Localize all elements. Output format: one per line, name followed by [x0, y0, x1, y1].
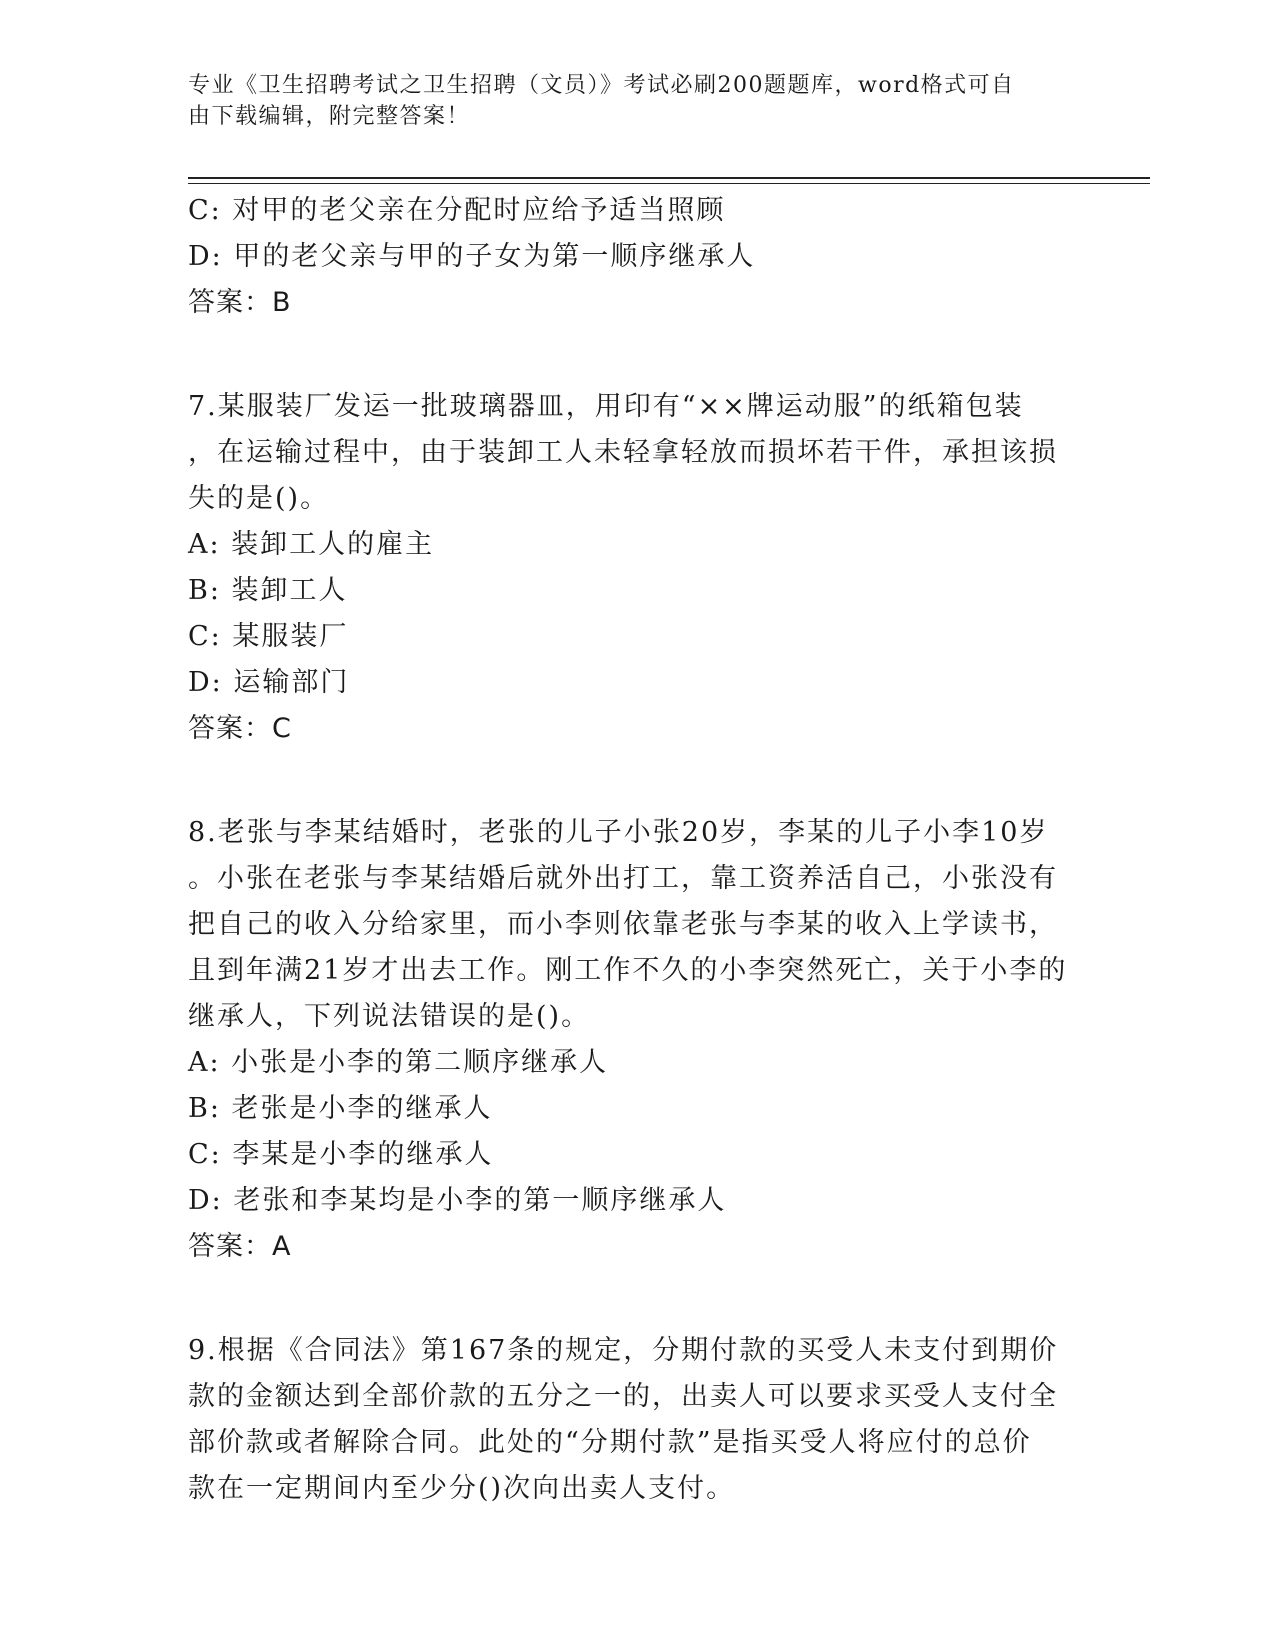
- header-divider-thin: [188, 183, 1150, 184]
- question-stem-line: ，在运输过程中，由于装卸工人未轻拿轻放而损坏若干件，承担该损: [188, 437, 1058, 468]
- spacer: [188, 752, 1088, 810]
- prev-question: [188, 188, 1088, 326]
- document-header: [188, 70, 1068, 132]
- option-c: C: 对甲的老父亲在分配时应给予适当照顾: [188, 195, 726, 226]
- question-stem-line: 部价款或者解除合同。此处的“分期付款”是指买受人将应付的总价: [188, 1427, 1032, 1458]
- question-7: [188, 384, 1088, 752]
- option-c: C: 某服装厂: [188, 621, 349, 652]
- answer-line: 答案：B: [188, 287, 292, 318]
- option-d: D: 甲的老父亲与甲的子女为第一顺序继承人: [188, 241, 756, 272]
- header-line-2: 由下载编辑，附完整答案！: [188, 104, 471, 129]
- answer-line: 答案：A: [188, 1231, 292, 1262]
- question-stem-line: 款在一定期间内至少分()次向出卖人支付。: [188, 1473, 736, 1504]
- question-stem-line: 9.根据《合同法》第167条的规定，分期付款的买受人未支付到期价: [188, 1335, 1059, 1366]
- question-8: [188, 810, 1088, 1270]
- option-b: B: 装卸工人: [188, 575, 348, 606]
- question-stem-line: 款的金额达到全部价款的五分之一的，出卖人可以要求买受人支付全: [188, 1381, 1058, 1412]
- header-divider-thick: [188, 177, 1150, 179]
- question-stem-line: 且到年满21岁才出去工作。刚工作不久的小李突然死亡，关于小李的: [188, 955, 1068, 986]
- header-line-1: 专业《卫生招聘考试之卫生招聘（文员）》考试必刷200题题库，word格式可自: [188, 73, 1015, 98]
- question-stem-line: 继承人，下列说法错误的是()。: [188, 1001, 591, 1032]
- option-a: A: 小张是小李的第二顺序继承人: [188, 1047, 609, 1078]
- option-b: B: 老张是小李的继承人: [188, 1093, 493, 1124]
- question-stem-line: 。小张在老张与李某结婚后就外出打工，靠工资养活自己，小张没有: [188, 863, 1058, 894]
- question-stem-line: 8.老张与李某结婚时，老张的儿子小张20岁，李某的儿子小李10岁: [188, 817, 1049, 848]
- spacer: [188, 326, 1088, 384]
- option-a: A: 装卸工人的雇主: [188, 529, 435, 560]
- answer-line: 答案：C: [188, 713, 292, 744]
- document-body: [188, 188, 1088, 1512]
- question-stem-line: 失的是()。: [188, 483, 330, 514]
- option-c: C: 李某是小李的继承人: [188, 1139, 494, 1170]
- option-d: D: 运输部门: [188, 667, 350, 698]
- spacer: [188, 1270, 1088, 1328]
- question-stem-line: 把自己的收入分给家里，而小李则依靠老张与李某的收入上学读书，: [188, 909, 1058, 940]
- question-stem-line: 7.某服装厂发运一批玻璃器皿，用印有“××牌运动服”的纸箱包装: [188, 391, 1024, 422]
- question-9: [188, 1328, 1088, 1512]
- option-d: D: 老张和李某均是小李的第一顺序继承人: [188, 1185, 727, 1216]
